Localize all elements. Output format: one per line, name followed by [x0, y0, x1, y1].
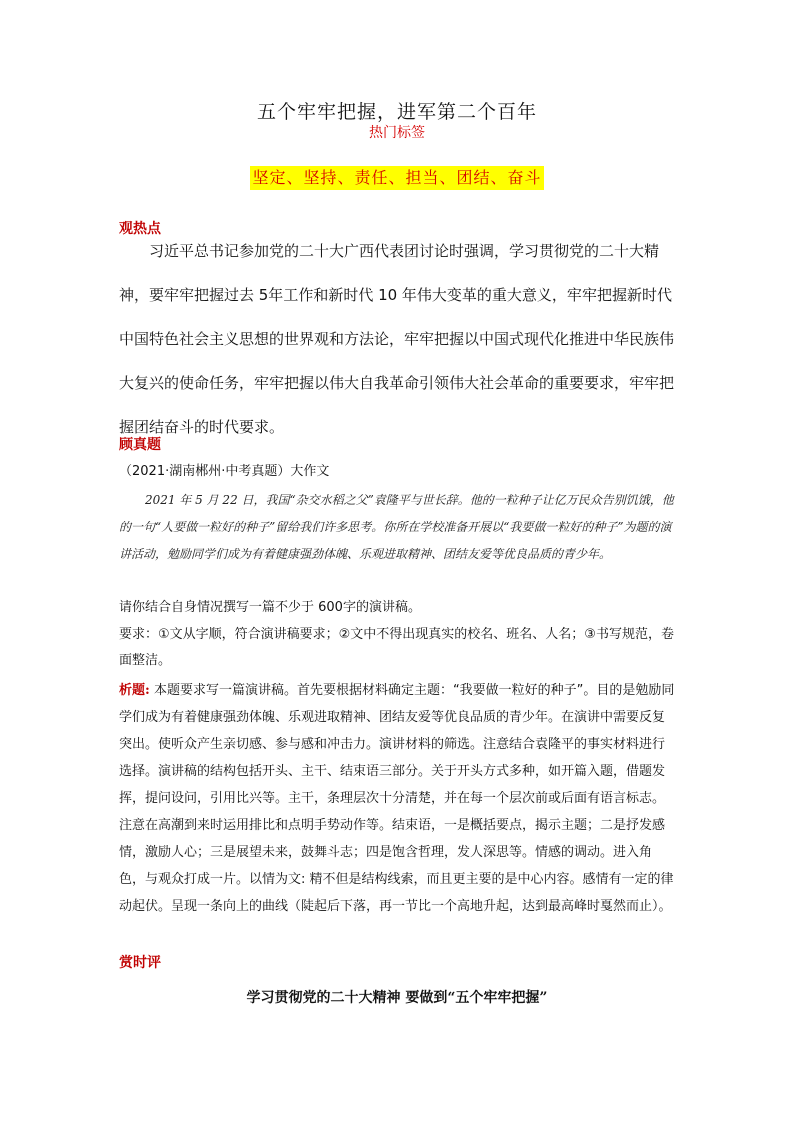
- analysis-text: 本题要求写一篇演讲稿。首先要根据材料确定主题：“我要做一粒好的种子”。目的是勉励同学们成为有着健康强劲体魄、乐观进取精神、团结友爱等优良品质的青少年。在演讲中需要反复突出。使听众产生亲切感、参与感和冲击力。演讲材料的筛选。注意结合袁隆平的事实材料进行选择。演讲稿的结构包括开头、主干、结束语三部分。关于开头方式多种，如开篇入题，借题发挥，提问设问，引用比兴等。主干，条理层次十分清楚，并在每一个层次前或后面有语言标志。注意在高潮到来时运用排比和点明手势动作等。结束语，一是概括要点，揭示主题；二是抒发感情，激励人心；三是展望未来，鼓舞斗志；四是饱含哲理，发人深思等。情感的调动。进入角色，与观众打成一片。以情为文: 精不但是结构线索，而且更主要的是中心内容。感情有一定的律动起伏。呈现一条向上的曲线（陡起后下落，再一节比一个高地升起，达到最高峰时戛然而止）。: [119, 683, 675, 914]
- analysis-label: 析题:: [119, 683, 150, 698]
- exam-analysis: [119, 677, 677, 920]
- highlighted-tags: 坚定、坚持、责任、担当、团结、奋斗: [250, 166, 543, 190]
- section-heading-exam: 顾真题: [119, 437, 161, 453]
- exam-requirements: 要求：①文从字顺，符合演讲稿要求；②文中不得出现真实的校名、班名、人名；③书写规范，卷面整洁。: [119, 627, 674, 668]
- section-heading-viewpoint: 观热点: [119, 221, 161, 237]
- page-title: 五个牢牢把握，进军第二个百年: [256, 101, 537, 123]
- section-heading-comment: 赏时评: [119, 955, 161, 971]
- hot-tags-label: 热门标签: [369, 125, 425, 141]
- comment-article-title: 学习贯彻党的二十大精神 要做到“五个牢牢把握”: [246, 990, 548, 1006]
- exam-prompt: 2021 年 5 月 22 日，我国“杂交水稻之父”袁隆平与世长辞。他的一粒种子让亿万民众告别饥饿，他的一句“人要做一粒好的种子”留给我们许多思考。你所在学校准备开展以“我要做一粒好的种子”为题的演讲活动，勉励同学们成为有着健康强劲体魄、乐观进取精神、团结友爱等优良品质的青少年。: [119, 493, 674, 561]
- tags-row: [0, 166, 794, 190]
- viewpoint-paragraph: 习近平总书记参加党的二十大广西代表团讨论时强调，学习贯彻党的二十大精神，要牢牢把握过去 5年工作和新时代 10 年伟大变革的重大意义，牢牢把握新时代中国特色社会主义思想的世界观和方法论，牢牢把握以中国式现代化推进中华民族伟大复兴的使命任务，牢牢把握以伟大自我革命引领伟大社会革命的重要要求，牢牢把握团结奋斗的时代要求。: [119, 242, 675, 436]
- exam-source: （2021·湖南郴州·中考真题）大作文: [119, 464, 330, 479]
- exam-task: 请你结合自身情况撰写一篇不少于 600字的演讲稿。: [119, 600, 421, 615]
